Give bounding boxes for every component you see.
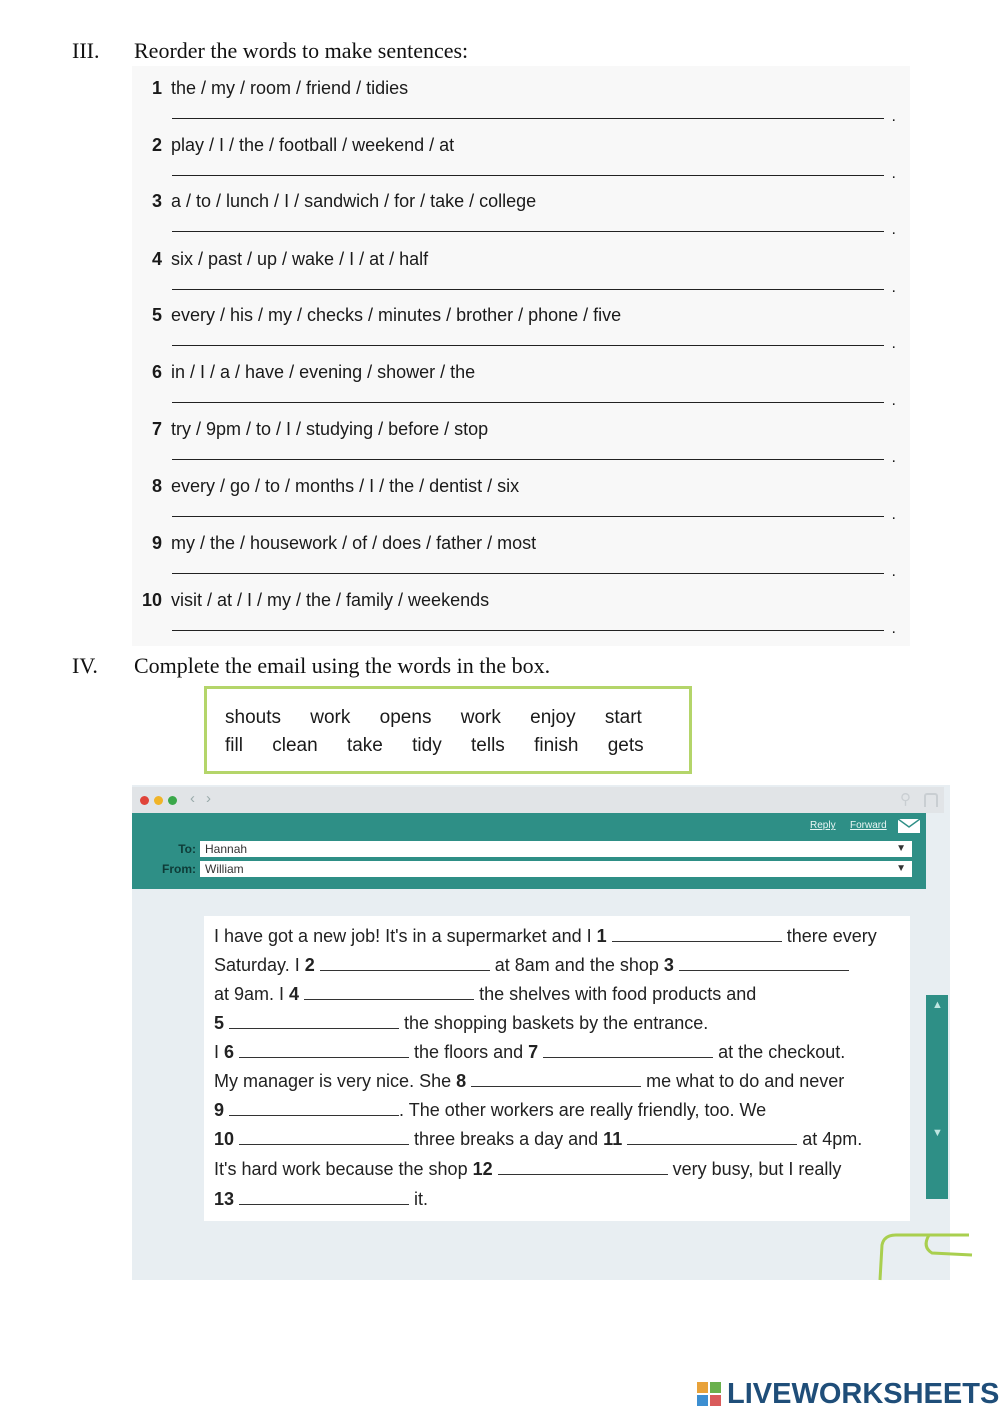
gap-number: 1 (596, 926, 607, 946)
email-body (204, 916, 910, 1221)
gap-number: 6 (224, 1042, 235, 1062)
answer-gap[interactable] (239, 1130, 409, 1145)
item-words: play / I / the / football / weekend / at (171, 135, 455, 155)
word-box (204, 686, 692, 774)
section-number: III. (72, 38, 100, 63)
item-number: 4 (151, 249, 162, 269)
answer-line[interactable] (172, 402, 884, 403)
exercise-item (140, 127, 900, 184)
forward-link[interactable]: Forward (850, 820, 887, 831)
text: at 8am and the shop (489, 955, 664, 975)
period: . (891, 165, 896, 182)
word-chip: clean (272, 735, 318, 756)
text: it. (409, 1189, 429, 1209)
exercise-item (140, 525, 900, 582)
text: It's hard work because the shop (214, 1159, 473, 1179)
answer-gap[interactable] (239, 1043, 409, 1058)
home-icon[interactable] (924, 793, 938, 807)
answer-gap[interactable] (498, 1160, 668, 1175)
answer-line[interactable] (172, 459, 884, 460)
to-label: To: (178, 842, 196, 856)
text: I have got a new job! It's in a supermarket and I (214, 926, 597, 946)
email-line (214, 926, 877, 947)
exercise-item (140, 183, 900, 240)
logo-text: LIVEWORKSHEETS (727, 1378, 1000, 1410)
word-chip: work (310, 707, 351, 728)
email-line (214, 984, 756, 1005)
answer-line[interactable] (172, 231, 884, 232)
to-value: Hannah (205, 842, 248, 856)
answer-gap[interactable] (471, 1072, 641, 1087)
item-words: visit / at / I / my / the / family / weekends (171, 590, 490, 610)
exercise-item (140, 241, 900, 298)
word-chip: tells (471, 735, 505, 756)
text: the shelves with food products and (474, 984, 757, 1004)
exercise-item (140, 297, 900, 354)
maximize-dot-icon[interactable] (168, 796, 177, 805)
decorative-corner-shape (874, 1225, 974, 1285)
section-title: Complete the email using the words in the box. (134, 653, 551, 678)
answer-gap[interactable] (543, 1043, 713, 1058)
period: . (891, 221, 896, 238)
item-number: 5 (151, 305, 162, 325)
text: very busy, but I really (667, 1159, 842, 1179)
exercise-item (140, 70, 900, 127)
envelope-icon[interactable] (898, 819, 920, 833)
answer-gap[interactable] (627, 1130, 797, 1145)
gap-number: 10 (214, 1129, 235, 1149)
section-title: Reorder the words to make sentences: (134, 38, 469, 63)
exercise-item (140, 354, 900, 411)
item-number: 9 (151, 533, 162, 553)
word-chip: work (460, 707, 501, 728)
period: . (891, 506, 896, 523)
forward-arrow-icon[interactable]: › (206, 790, 211, 807)
period: . (891, 279, 896, 296)
logo-mark-icon (697, 1382, 721, 1406)
word-chip: opens (379, 707, 432, 728)
answer-gap[interactable] (239, 1190, 409, 1205)
from-value: William (205, 862, 244, 876)
item-number: 8 (151, 476, 162, 496)
period: . (891, 335, 896, 352)
item-number: 7 (151, 419, 162, 439)
to-field[interactable] (200, 841, 912, 857)
email-line (214, 1159, 841, 1180)
reply-link[interactable]: Reply (810, 820, 836, 831)
item-words: the / my / room / friend / tidies (171, 78, 409, 98)
item-number: 3 (151, 191, 162, 211)
gap-number: 12 (472, 1159, 493, 1179)
email-line (214, 1013, 708, 1034)
item-number: 1 (151, 78, 162, 98)
text: there every (781, 926, 877, 946)
text: me what to do and never (641, 1071, 845, 1091)
scroll-down-icon[interactable]: ▼ (932, 1127, 943, 1139)
email-line (214, 1042, 845, 1063)
word-chip: shouts (225, 707, 281, 728)
text: the shopping baskets by the entrance. (399, 1013, 709, 1033)
gap-number: 2 (304, 955, 315, 975)
text: Saturday. I (214, 955, 305, 975)
word-chip: start (604, 707, 642, 728)
period: . (891, 392, 896, 409)
exercise-item (140, 582, 900, 639)
item-words: in / I / a / have / evening / shower / the (171, 362, 476, 382)
word-chip: tidy (412, 735, 442, 756)
word-chip: enjoy (530, 707, 576, 728)
item-words: try / 9pm / to / I / studying / before / stop (171, 419, 489, 439)
gap-number: 7 (528, 1042, 539, 1062)
email-line (214, 1100, 766, 1121)
gap-number: 5 (214, 1013, 225, 1033)
gap-number: 8 (456, 1071, 467, 1091)
answer-line[interactable] (172, 630, 884, 631)
item-words: every / his / my / checks / minutes / brother / phone / five (171, 305, 622, 325)
text: three breaks a day and (409, 1129, 604, 1149)
period: . (891, 449, 896, 466)
word-box-row (225, 707, 666, 729)
answer-line[interactable] (172, 516, 884, 517)
email-line (214, 955, 849, 976)
answer-gap[interactable] (612, 927, 782, 942)
answer-gap[interactable] (304, 985, 474, 1000)
answer-gap[interactable] (320, 956, 490, 971)
answer-gap[interactable] (229, 1014, 399, 1029)
email-line (214, 1129, 862, 1150)
text: . The other workers are really friendly, too. We (399, 1100, 767, 1120)
browser-bar (132, 787, 944, 813)
minimize-dot-icon[interactable] (154, 796, 163, 805)
item-words: a / to / lunch / I / sandwich / for / take / college (171, 191, 537, 211)
scrollbar[interactable] (926, 995, 948, 1199)
from-label: From: (162, 862, 196, 876)
period: . (891, 108, 896, 125)
chevron-down-icon[interactable]: ▼ (896, 863, 906, 874)
word-box-row (225, 735, 644, 757)
item-number: 2 (151, 135, 162, 155)
email-line (214, 1071, 844, 1092)
word-chip: fill (225, 735, 243, 756)
item-number: 6 (151, 362, 162, 382)
text: I (214, 1042, 225, 1062)
from-field[interactable] (200, 861, 912, 877)
answer-gap[interactable] (229, 1101, 399, 1116)
word-chip: gets (607, 735, 644, 756)
item-words: six / past / up / wake / I / at / half (171, 249, 429, 269)
text: at 9am. I (214, 984, 290, 1004)
item-number: 10 (141, 590, 162, 610)
answer-line[interactable] (172, 289, 884, 290)
answer-line[interactable] (172, 345, 884, 346)
answer-gap[interactable] (679, 956, 849, 971)
text: the floors and (409, 1042, 529, 1062)
period: . (891, 563, 896, 580)
item-words: every / go / to / months / I / the / dentist / six (171, 476, 520, 496)
search-icon[interactable]: ⚲ (900, 791, 911, 808)
word-chip: take (346, 735, 383, 756)
email-line (214, 1189, 428, 1210)
text: at 4pm. (797, 1129, 863, 1149)
gap-number: 11 (603, 1129, 623, 1149)
gap-number: 13 (214, 1189, 235, 1209)
exercise-item (140, 468, 900, 525)
period: . (891, 620, 896, 637)
text: at the checkout. (713, 1042, 846, 1062)
word-chip: finish (534, 735, 579, 756)
item-words: my / the / housework / of / does / father / most (171, 533, 537, 553)
exercise-item (140, 411, 900, 468)
gap-number: 9 (214, 1100, 225, 1120)
close-dot-icon[interactable] (140, 796, 149, 805)
text: My manager is very nice. She (214, 1071, 457, 1091)
scroll-up-icon[interactable]: ▲ (932, 999, 943, 1011)
gap-number: 3 (663, 955, 674, 975)
chevron-down-icon[interactable]: ▼ (896, 843, 906, 854)
section-number: IV. (72, 653, 98, 678)
answer-line[interactable] (172, 175, 884, 176)
gap-number: 4 (289, 984, 300, 1004)
answer-line[interactable] (172, 573, 884, 574)
answer-line[interactable] (172, 118, 884, 119)
back-arrow-icon[interactable]: ‹ (190, 790, 195, 807)
